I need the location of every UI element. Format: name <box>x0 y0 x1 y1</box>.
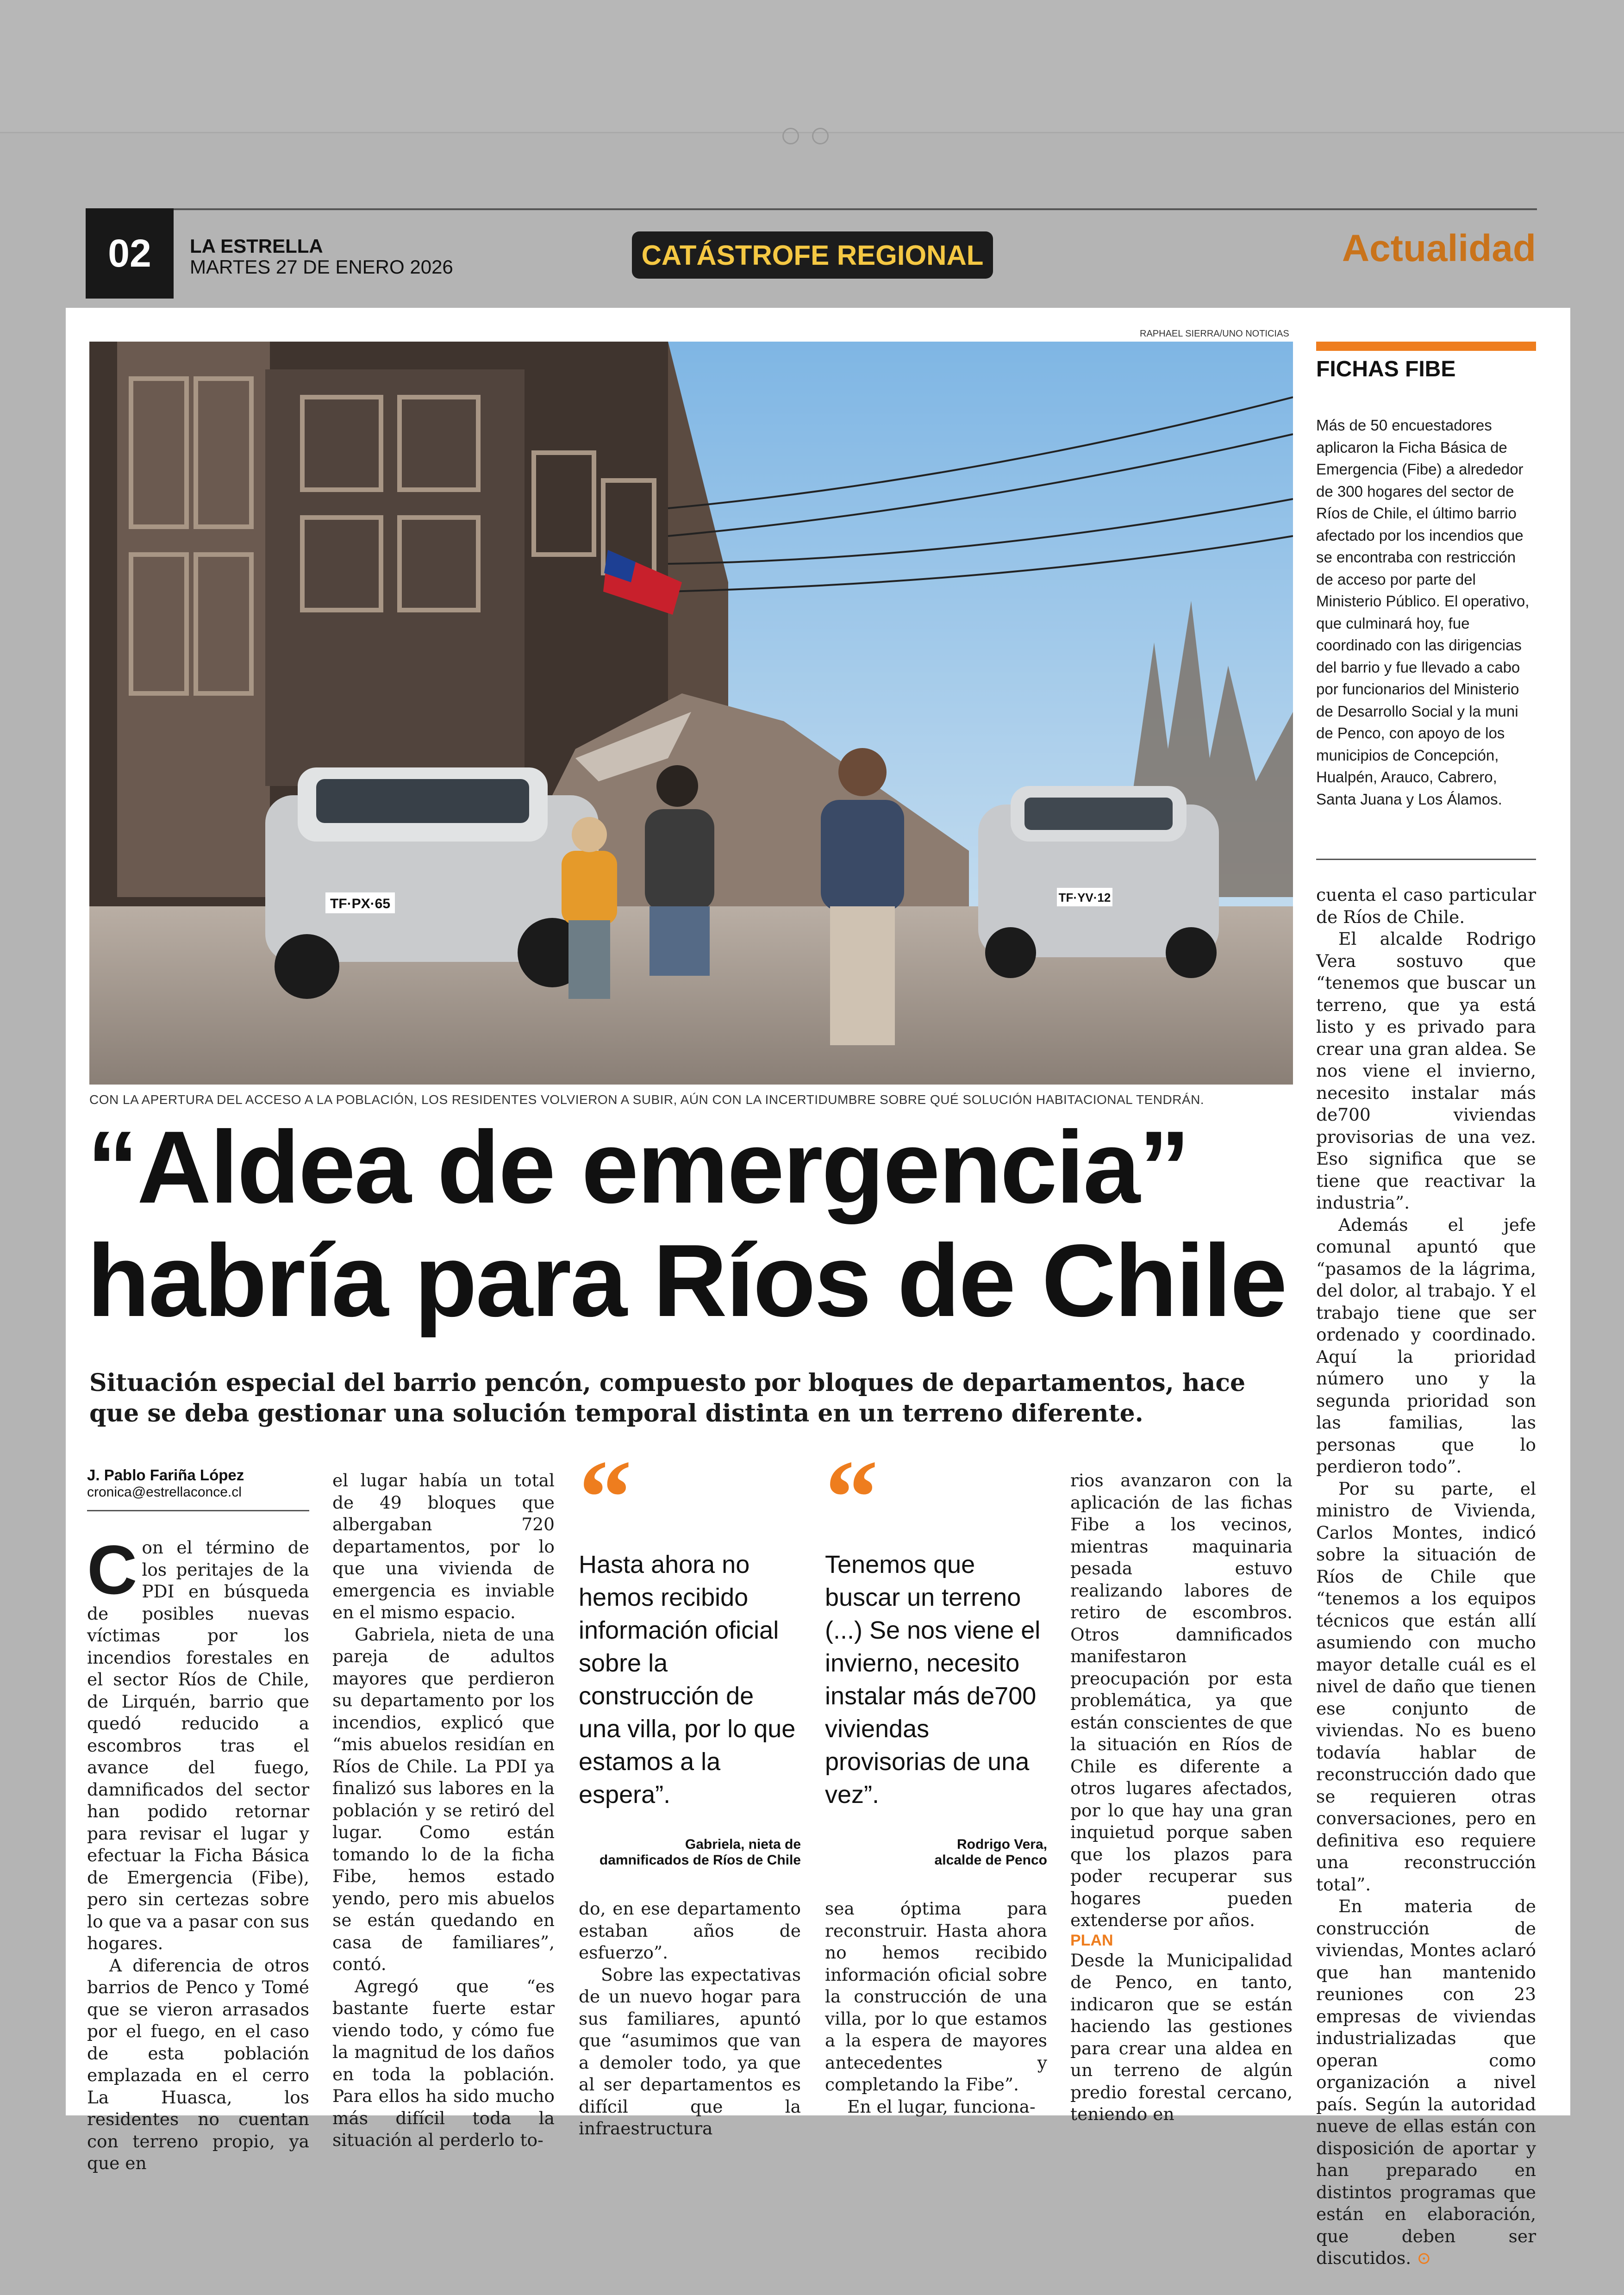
headline <box>87 1111 1309 1338</box>
license-plate-left: TF·PX·65 <box>330 896 391 911</box>
headline-line-1: “Aldea de emergencia” <box>87 1110 1189 1225</box>
attribution-line: Rodrigo Vera, <box>956 1837 1047 1852</box>
byline-email: cronica@estrellaconce.cl <box>87 1484 242 1500</box>
pull-quote-attribution <box>579 1837 801 1868</box>
section-label-plan: PLAN <box>1070 1931 1113 1949</box>
body-paragraph: Desde la Municipalidad de Penco, en tanto, indicaron que se están haciendo las gestiones para crear una aldea en un terreno de algún predio forestal cercano, teniendo en <box>1070 1950 1293 2124</box>
article-photo <box>89 342 1293 1085</box>
publication-date: MARTES 27 DE ENERO 2026 <box>190 256 453 278</box>
page-dot-icon[interactable] <box>812 128 829 144</box>
quote-mark-icon: “ <box>825 1438 878 1556</box>
body-paragraph: El alcalde Rodrigo Vera sostuvo que “tenemos que buscar un terreno, que ya está listo y es privado para crear una gran aldea. Se nos viene el invierno, necesito instalar más de700 viviendas provisorias de una vez. Eso significa que se tiene que reactivar la industria”. <box>1316 929 1536 1213</box>
viewer-top-band <box>0 0 1624 133</box>
attribution-line: damnificados de Ríos de Chile <box>599 1852 801 1868</box>
body-paragraph: on el término de los peritajes de la PDI en búsqueda de posibles nuevas víctimas por los incendios forestales en el sector Ríos de Chile, de Lirquén, barrio que quedó reducido a escombros tras el avance del fuego, damnificados del sector han podido retornar para revisar el lugar y efectuar la Ficha Básica de Emergencia (Fibe), pero sin certezas sobre lo que va a pasar con sus hogares. <box>87 1537 309 1953</box>
silver-sedan <box>978 786 1219 978</box>
article-column-6 <box>1316 884 1536 2270</box>
end-mark-icon: ⊙ <box>1411 2248 1431 2268</box>
attribution-line: Gabriela, nieta de <box>685 1837 801 1852</box>
pull-quote-2 <box>825 1438 1047 1868</box>
body-paragraph: rios avanzaron con la aplicación de las fichas Fibe a los vecinos, mientras maquinaria pesada estuvo realizando labores de retiro de escombros. Otros damnificados manifestaron preocupación por esta problemática, ya que están conscientes de que la situación en Ríos de Chile es diferente a otros lugares afectados, por lo que hay una gran inquietud porque saben que los plazos para poder recuperar sus hogares pueden extenderse por años. <box>1070 1470 1293 1930</box>
sidebar-rule <box>1316 859 1536 860</box>
headline-line-2: habría para Ríos de Chile <box>87 1223 1286 1338</box>
article-column-2 <box>332 1470 555 2152</box>
sidebar-title: FICHAS FIBE <box>1316 357 1456 381</box>
viewer-page-indicator[interactable] <box>782 128 842 146</box>
publication-name: LA ESTRELLA <box>190 235 323 257</box>
pull-quote-1 <box>579 1438 801 1868</box>
section-badge: CATÁSTROFE REGIONAL <box>632 231 993 279</box>
body-paragraph: Por su parte, el ministro de Vivienda, Carlos Montes, indicó sobre la situación de Ríos de Chile que “tenemos a los equipos técnicos que están allí asumiendo con mucho mayor detalle cuál es el nivel de daño que tienen ese conjunto de viviendas. No es bueno todavía hablar de reconstrucción dado que se requieren otras conversaciones, pero en definitiva eso requiere una reconstrucción total”. <box>1316 1478 1536 1895</box>
body-paragraph: A diferencia de otros barrios de Penco y Tomé que se vieron arrasados por el fuego, en el caso de esta población emplazada en el cerro La Huasca, los residentes no cuentan con terreno propio, ya que en <box>87 1955 309 2173</box>
sidebar-body: Más de 50 encuestadores aplicaron la Ficha Básica de Emergencia (Fibe) a alrededor de 300 hogares del sector de Ríos de Chile, el último barrio afectado por los incendios que se encontraba con restricción de acceso por parte del Ministerio Público. El operativo, que culminará hoy, fue coordinado con las dirigencias del barrio y fue llevado a cabo por funcionarios del Ministerio de Desarrollo Social y la muni de Penco, con apoyo de los municipios de Concepción, Hualpén, Arauco, Cabrero, Santa Juana y Los Álamos. <box>1316 417 1530 808</box>
license-plate-right: TF·YV·12 <box>1058 891 1111 904</box>
body-paragraph: En materia de construcción de viviendas, Montes aclaró que han mantenido reuniones con 23 empresas de viviendas industrializadas que operan como organización a nivel país. Según la autoridad nueve de ellas están con disposición de aportar y han preparado en distintos programas que están en elaboración, que deben ser discutidos. <box>1316 1896 1536 2268</box>
pull-quote-text: Tenemos que buscar un terreno (...) Se nos viene el invierno, necesito instalar más de700 viviendas provisorias de una vez”. <box>825 1551 1041 1809</box>
article-column-4 <box>825 1898 1047 2118</box>
header-rule <box>86 208 1537 210</box>
body-paragraph: Sobre las expectativas de un nuevo hogar para sus familiares, apuntó que “asumimos que van a demoler todo, ya que al ser departamentos es difícil que la infraestructura <box>579 1964 801 2139</box>
drop-cap: C <box>87 1531 137 1609</box>
pull-quote-text: Hasta ahora no hemos recibido información oficial sobre la construcción de una villa, por lo que estamos a la espera”. <box>579 1551 796 1809</box>
byline <box>87 1466 244 1501</box>
sidebar-accent-bar <box>1316 342 1536 351</box>
body-paragraph: sea óptima para reconstruir. Hasta ahora no hemos recibido información oficial sobre la construcción de una villa, por lo que estamos a la espera de mayores antecedentes y completando la Fibe”. <box>825 1898 1047 2095</box>
attribution-line: alcalde de Penco <box>934 1852 1047 1868</box>
photo-credit: RAPHAEL SIERRA/UNO NOTICIAS <box>1140 329 1289 339</box>
article-column-5 <box>1070 1470 1293 2126</box>
body-paragraph: Agregó que “es bastante fuerte estar viendo todo, y cómo fue la magnitud de los daños en toda la población. Para ellos ha sido mucho más difícil toda la situación al perderlo to- <box>332 1976 555 2150</box>
page-number: 02 <box>86 208 174 299</box>
page-dot-icon[interactable] <box>782 128 799 144</box>
pull-quote-attribution <box>825 1837 1047 1868</box>
body-paragraph: Además el jefe comunal apuntó que “pasamos de la lágrima, del dolor, al trabajo. Y el trabajo tiene que ser ordenado y coordinado. Aquí la prioridad número uno y la segunda prioridad son las familias, las personas que lo perdieron todo”. <box>1316 1214 1536 1477</box>
byline-author: J. Pablo Fariña López <box>87 1466 244 1484</box>
body-paragraph: el lugar había un total de 49 bloques que albergaban 720 departamentos, por lo que una vivienda de emergencia es inviable en el mismo espacio. <box>332 1470 555 1622</box>
masthead <box>190 236 453 278</box>
body-paragraph: cuenta el caso particular de Ríos de Chile. <box>1316 885 1536 927</box>
byline-rule <box>87 1510 309 1511</box>
quote-mark-icon: “ <box>579 1438 632 1556</box>
body-paragraph: En el lugar, funciona- <box>847 2096 1036 2117</box>
body-paragraph: Gabriela, nieta de una pareja de adultos mayores que perdieron su departamento por los incendios, explicó que “mis abuelos residían en Ríos de Chile. La PDI ya finalizó sus labores en la población y se retiró del lugar. Como están tomando lo de la ficha Fibe, hemos estado yendo, pero mis abuelos se están quedando en casa de familiares”, contó. <box>332 1624 555 1974</box>
section-name: Actualidad <box>1342 227 1536 269</box>
article-column-3 <box>579 1898 801 2140</box>
article-column-1 <box>87 1531 309 2175</box>
body-paragraph: do, en ese departamento estaban años de esfuerzo”. <box>579 1898 801 1963</box>
subheadline: Situación especial del barrio pencón, compuesto por bloques de departamentos, hace que se deba gestionar una solución temporal distinta en un terreno diferente. <box>89 1369 1246 1428</box>
photo-caption: CON LA APERTURA DEL ACCESO A LA POBLACIÓN, LOS RESIDENTES VOLVIERON A SUBIR, AÚN CON LA INCERTIDUMBRE SOBRE QUÉ SOLUCIÓN HABITACIONAL TENDRÁN. <box>89 1092 1205 1107</box>
